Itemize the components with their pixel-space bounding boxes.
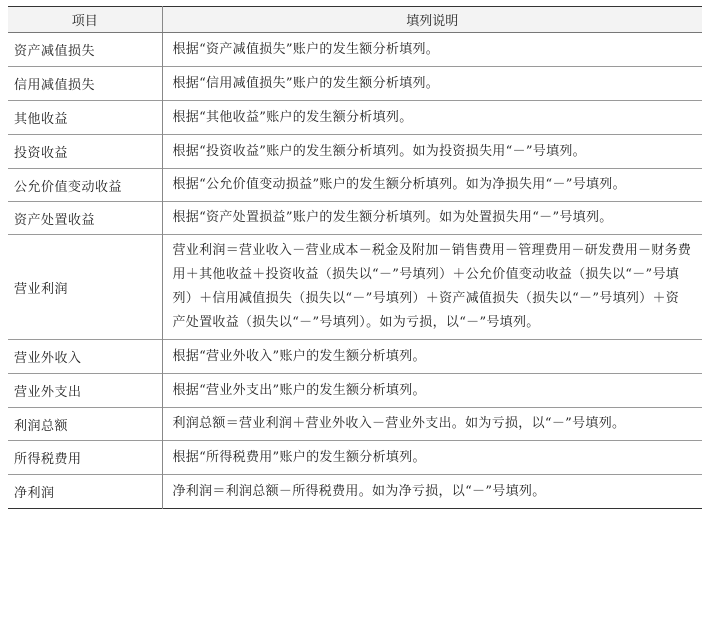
table-row	[8, 441, 702, 475]
row-description: 根据“资产处置损益”账户的发生额分析填列。如为处置损失用“－”号填列。	[162, 202, 702, 235]
table-row	[8, 67, 702, 101]
row-item: 营业利润	[8, 235, 162, 340]
row-description: 根据“公允价值变动损益”账户的发生额分析填列。如为净损失用“－”号填列。	[162, 169, 702, 202]
table-row	[8, 408, 702, 441]
row-description: 根据“投资收益”账户的发生额分析填列。如为投资损失用“－”号填列。	[162, 135, 702, 169]
row-description: 利润总额＝营业利润＋营业外收入－营业外支出。如为亏损，以“－”号填列。	[162, 408, 702, 441]
row-description: 根据“营业外收入”账户的发生额分析填列。	[162, 340, 702, 374]
table-row	[8, 101, 702, 135]
row-description: 根据“所得税费用”账户的发生额分析填列。	[162, 441, 702, 475]
table-row	[8, 202, 702, 235]
row-description: 根据“信用减值损失”账户的发生额分析填列。	[162, 67, 702, 101]
table-row	[8, 340, 702, 374]
column-header-item: 项目	[8, 7, 162, 33]
row-item: 其他收益	[8, 101, 162, 135]
income-statement-rules-table	[8, 6, 702, 509]
row-description: 根据“其他收益”账户的发生额分析填列。	[162, 101, 702, 135]
column-header-description: 填列说明	[162, 7, 702, 33]
row-item: 利润总额	[8, 408, 162, 441]
row-item: 投资收益	[8, 135, 162, 169]
row-item: 资产减值损失	[8, 33, 162, 67]
row-description: 净利润＝利润总额－所得税费用。如为净亏损，以“－”号填列。	[162, 475, 702, 509]
table-row	[8, 33, 702, 67]
row-item: 信用减值损失	[8, 67, 162, 101]
row-item: 所得税费用	[8, 441, 162, 475]
row-description: 营业利润＝营业收入－营业成本－税金及附加－销售费用－管理费用－研发费用－财务费用＋其他收益＋投资收益（损失以“－”号填列）＋公允价值变动收益（损失以“－”号填列）＋信用减值损失（损失以“－”号填列）＋资产减值损失（损失以“－”号填列）＋资产处置收益（损失以“－”号填列）。如为亏损，以“－”号填列。	[162, 235, 702, 340]
row-description: 根据“营业外支出”账户的发生额分析填列。	[162, 374, 702, 408]
table-row	[8, 135, 702, 169]
table-row	[8, 374, 702, 408]
row-item: 公允价值变动收益	[8, 169, 162, 202]
row-item: 营业外支出	[8, 374, 162, 408]
table-row	[8, 475, 702, 509]
row-item: 营业外收入	[8, 340, 162, 374]
row-description: 根据“资产减值损失”账户的发生额分析填列。	[162, 33, 702, 67]
table-row	[8, 235, 702, 340]
table-header-row	[8, 7, 702, 33]
table-row	[8, 169, 702, 202]
row-item: 净利润	[8, 475, 162, 509]
row-item: 资产处置收益	[8, 202, 162, 235]
